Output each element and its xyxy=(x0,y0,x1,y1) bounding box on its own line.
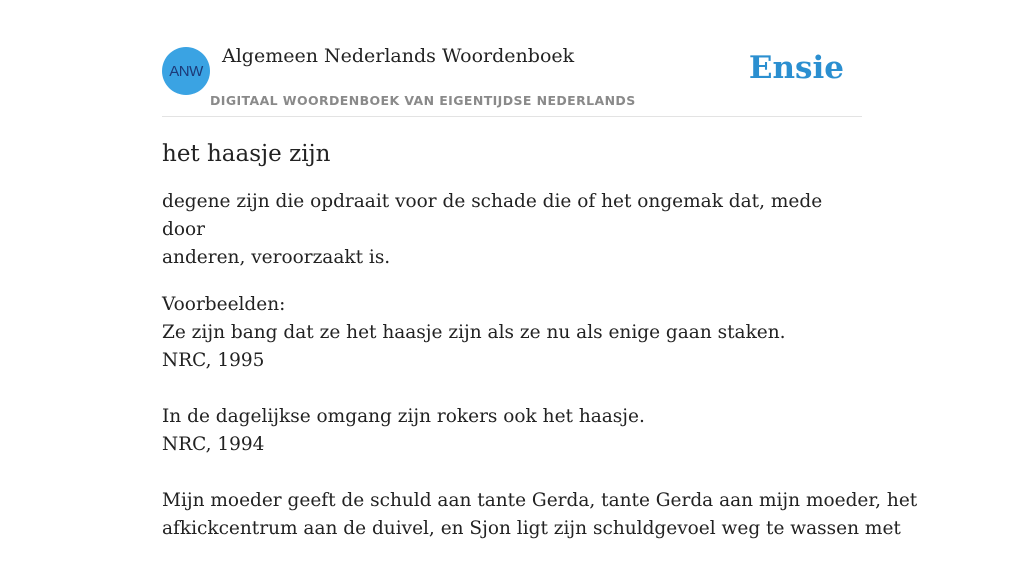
examples-section xyxy=(162,291,918,543)
example-text: In de dagelijkse omgang zijn rokers ook het haasje. xyxy=(162,406,645,427)
examples-label: Voorbeelden: xyxy=(162,294,286,315)
example-source: NRC, 1994 xyxy=(162,434,265,455)
page-title: het haasje zijn xyxy=(162,141,331,167)
example-text: Mijn moeder geeft de schuld aan tante Gerda, tante Gerda aan mijn moeder, het xyxy=(162,490,918,511)
logo-text: ANW xyxy=(169,62,203,80)
example-item xyxy=(162,487,918,543)
definition-line: anderen, veroorzaakt is. xyxy=(162,247,391,268)
definition-line: degene zijn die opdraait voor de schade die of het ongemak dat, mede door xyxy=(162,191,823,240)
example-text: Ze zijn bang dat ze het haasje zijn als ze nu als enige gaan staken. xyxy=(162,322,786,343)
anw-logo[interactable] xyxy=(162,47,210,95)
entry-content xyxy=(162,138,918,571)
site-title[interactable]: Algemeen Nederlands Woordenboek xyxy=(222,45,575,67)
example-item xyxy=(162,319,862,375)
example-item xyxy=(162,403,862,459)
example-source: NRC, 1995 xyxy=(162,350,265,371)
example-text: afkickcentrum aan de duivel, en Sjon ligt zijn schuldgevoel weg te wassen met xyxy=(162,518,901,539)
ensie-brand-logo[interactable]: Ensie xyxy=(748,50,844,86)
site-header xyxy=(162,40,862,117)
site-subtitle: DIGITAAL WOORDENBOEK VAN EIGENTIJDSE NEDERLANDS xyxy=(210,93,636,108)
definition xyxy=(162,188,862,272)
